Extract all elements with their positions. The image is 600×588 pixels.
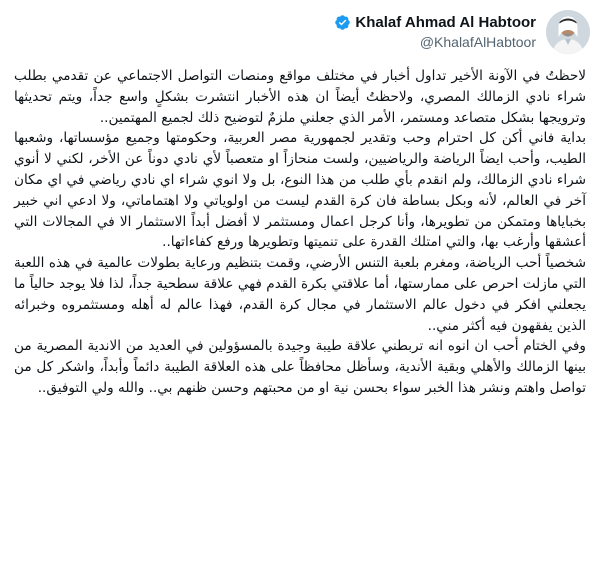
author-avatar[interactable] [546,10,590,54]
author-display-name[interactable]: Khalaf Ahmad Al Habtoor [355,14,536,31]
verified-badge-icon [334,14,351,31]
post-paragraph-1: لاحظتُ في الآونة الأخير تداول أخبار في مختلف مواقع ومنصات التواصل الاجتماعي عن تقدمي بطلب شراء نادي الزمالك المصري، ولاحظتُ أيضاً ان هذه الأخبار انتشرت بشكلٍ واسع جداً، ويتم تحديثها وترويجها بشكل متصاعد ومستمر، الأمر الذي جعلني ملزمٌ لتوضيح ذلك لجميع المهتمين.. [14,68,586,126]
post-paragraph-3: شخصياً أحب الرياضة، ومغرم بلعبة التنس الأرضي، وقمت بتنظيم ورعاية بطولات عالمية في هذه اللعبة التي مازلت احرص على ممارستها، أما علاقتي بكرة القدم فهي علاقة سطحية جداً، لذا فلا يوجد حالياً ما يجعلني افكر في دخول عالم الاستثمار في مجال كرة القدم، فهذا عالم له أهله ومستثمروه وخبرائه الذين يفقهون فيه أكثر مني.. [14,255,586,334]
post-paragraph-4: وفي الختام أحب ان انوه انه تربطني علاقة طيبة وجيدة بالمسؤولين في العديد من الاندية المصرية من بينها الزمالك والأهلي وبقية الأندية، وسأظل محافظاً على هذه العلاقة الطيبة دائماً وأبداً، واشكر كل من تواصل واهتم ونشر هذا الخبر سواء بحسن نية او من محبتهم وحسن ظنهم بي.. والله ولي التوفيق.. [14,338,586,396]
post-paragraph-2: بداية فاني أكن كل احترام وحب وتقدير لجمهورية مصر العربية، وحكومتها وجميع مؤسساتها، وشعبها الطيب، وأحب ايضاً الرياضة والرياضيين، ولست منحازاً او متعصباً لأي نادي دوناً عن الأخر، لكني لا أنوي شراء نادي الزمالك، ولم انقدم بأي طلب من هذا النوع، بل ولا انوي شراء اي نادي رياضي في اي مكان آخر في العالم، لأنه وبكل بساطة فان كرة القدم ليست من اولوياتي ولا اهتماماتي، ولا ادعي اني خبير بخباياها ومتمكن من تطويرها، وأنا كرجل اعمال ومستثمر لا أفضل أبداً الاستثمار الا في المجالات التي أعشقها وأرغب بها، والتي امتلك القدرة على تنميتها وتطويرها ورفع كفاءاتها.. [14,130,586,251]
author-name-row [334,14,536,31]
author-handle[interactable]: @KhalafAlHabtoor [419,34,536,50]
post-text [14,66,586,399]
person-avatar-icon [546,10,590,54]
author-names [334,14,536,50]
post-header [334,10,590,60]
